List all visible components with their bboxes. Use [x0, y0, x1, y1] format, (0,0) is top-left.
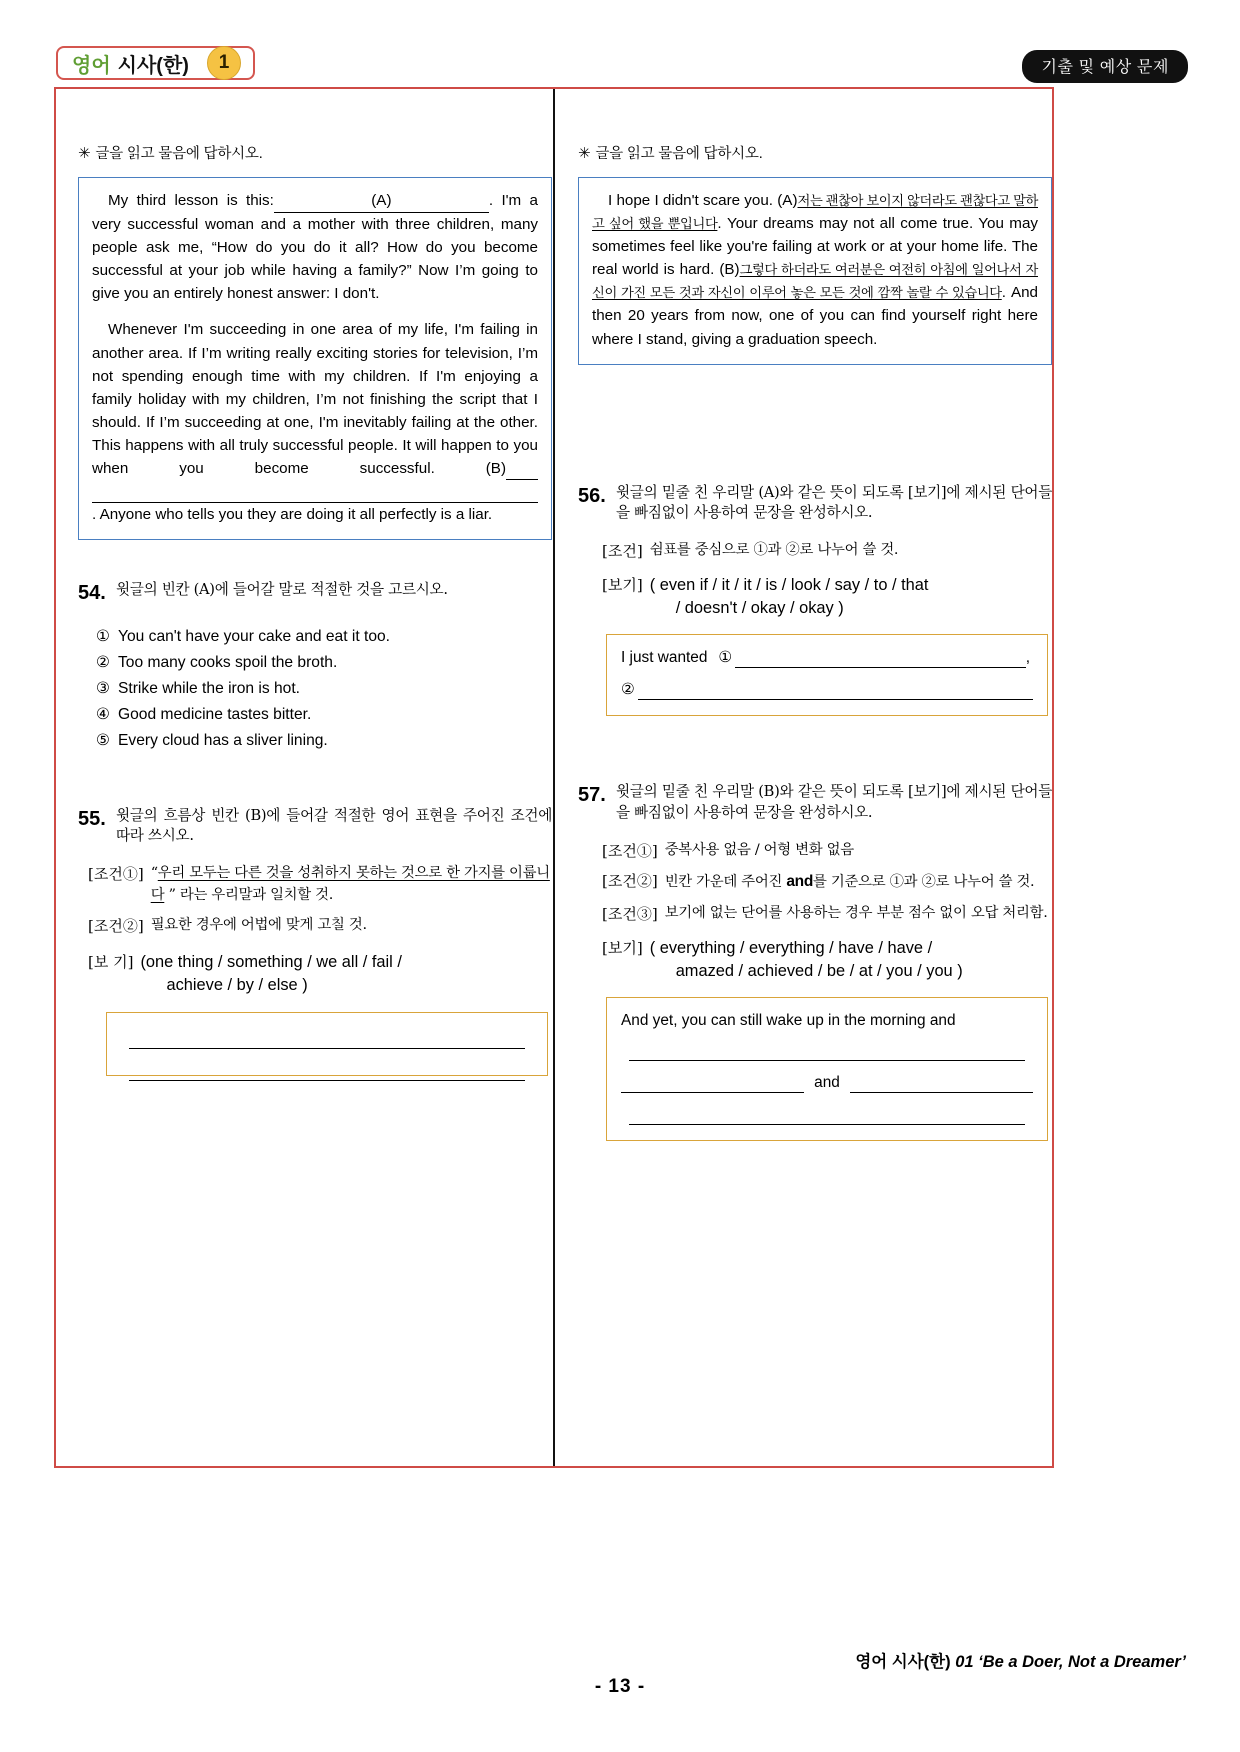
page-header — [0, 0, 1240, 96]
condition-tag-56: [조건] — [602, 542, 643, 561]
bogi-row-55 — [88, 951, 552, 998]
choice-1-text: You can't have your cake and eat it too. — [118, 628, 391, 646]
blank-b-marker: (B) — [485, 460, 506, 478]
asterisk-icon: ✳ — [78, 145, 91, 162]
question-54-number: 54. — [78, 582, 106, 605]
answer-comma-56: , — [1025, 649, 1030, 667]
question-57-prompt: 윗글의 밑줄 친 우리말 (B)와 같은 뜻이 되도록 [보기]에 제시된 단어들을 빠짐없이 사용하여 문장을 완성하시오. — [616, 783, 1052, 822]
left-instruction-text: 글을 읽고 물음에 답하시오. — [95, 146, 263, 162]
condition-row-56 — [602, 540, 1052, 562]
bogi-body-55 — [140, 951, 552, 998]
choice-2-text: Too many cooks spoil the broth. — [118, 654, 338, 672]
answer-fill-57-b[interactable] — [850, 1076, 1033, 1093]
question-55-prompt: 윗글의 흐름상 빈칸 (B)에 들어갈 적절한 영어 표현을 주어진 조건에 따라 쓰시오. — [116, 806, 552, 845]
bogi-57-line2: amazed / achieved / be / at / you / you ) — [675, 961, 963, 980]
question-56-prompt: 윗글의 밑줄 친 우리말 (A)와 같은 뜻이 되도록 [보기]에 제시된 단어들을 빠짐없이 사용하여 문장을 완성하시오. — [616, 483, 1052, 522]
passage-body-2: Whenever I'm succeeding in one area of my life, I'm failing in another area. If I’m writing really exciting stories for television, I’m not spending enough time with my children. If I'm enjoying a family holiday with my children, I’m not finishing the script that I should. If I’m succeeding at one, I'm inevitably failing at the other. This happens with all truly successful people. It will happen to you when you become successful. — [92, 321, 538, 478]
bogi-56-line2: / doesn't / okay / okay ) — [675, 599, 844, 617]
bogi-57-line1: ( everything / everything / have / have / — [649, 938, 933, 957]
right-sentence-1: I hope I didn't scare you. — [608, 192, 774, 209]
choice-5-text: Every cloud has a sliver lining. — [118, 731, 328, 749]
bogi-tag-55: [보 기] — [88, 952, 134, 971]
choice-4-text: Good medicine tastes bitter. — [118, 705, 312, 723]
right-passage-paragraph — [592, 189, 1038, 351]
answer-row-57-mid[interactable] — [621, 1073, 1033, 1093]
condition-1-tag: [조건①] — [88, 865, 144, 884]
cond2-57-english-word: and — [786, 873, 814, 891]
footer-source — [855, 1648, 1186, 1672]
answer-row-56-1[interactable] — [621, 648, 1033, 668]
footer-source-english: 01 ‘Be a Doer, Not a Dreamer’ — [955, 1653, 1186, 1671]
answer-line-55-1[interactable] — [129, 1029, 525, 1049]
question-55 — [78, 806, 552, 1076]
question-54-choices — [78, 624, 552, 753]
condition-1-body-57: 중복사용 없음 / 어형 변화 없음 — [664, 841, 854, 858]
header-category-badge: 기출 및 예상 문제 — [1022, 50, 1188, 83]
bogi-row-56 — [602, 574, 1052, 621]
condition-3-row-57 — [602, 903, 1052, 925]
condition-2-tag-57: [조건②] — [602, 872, 658, 891]
blank-b-line — [92, 485, 538, 503]
question-57-number: 57. — [578, 784, 606, 807]
cond1-underlined-korean: 우리 모두는 다른 것을 성취하지 못하는 것으로 한 가지를 이룹니다 — [150, 865, 550, 903]
choice-5-marker: ⑤ — [96, 731, 110, 749]
answer-fill-56-2[interactable] — [638, 684, 1033, 700]
bogi-body-56 — [650, 574, 1052, 621]
question-56 — [578, 483, 1052, 717]
bogi-55-line2: achieve / by / else ) — [166, 976, 308, 995]
bogi-row-57 — [602, 937, 1052, 984]
page-number: - 13 - — [594, 1676, 646, 1697]
condition-1-row — [88, 863, 552, 906]
right-sentence-3: . And then 20 years from now, one of you can find yourself right here where I stand, giving a graduation speech. — [592, 284, 1038, 348]
question-54-prompt: 윗글의 빈칸 (A)에 들어갈 말로 적절한 것을 고르시오. — [116, 581, 448, 599]
bogi-tag-57: [보기] — [602, 938, 643, 957]
choice-2[interactable] — [96, 650, 552, 676]
cond2-57-post: 를 기준으로 ①과 ②로 나누어 쓸 것. — [813, 874, 1035, 891]
answer-box-55[interactable] — [106, 1012, 548, 1076]
label-a-right: (A) — [777, 192, 798, 209]
left-column — [78, 87, 552, 1076]
right-instruction-text: 글을 읽고 물음에 답하시오. — [595, 146, 763, 162]
condition-1-row-57 — [602, 840, 1052, 862]
condition-1-body — [151, 863, 552, 906]
answer-line-57-2[interactable] — [629, 1105, 1025, 1125]
left-passage-box — [78, 177, 552, 540]
blank-a-marker: (A) — [274, 189, 489, 213]
condition-2-tag: [조건②] — [88, 917, 144, 936]
answer-line-57-1[interactable] — [629, 1041, 1025, 1061]
bogi-tag-56: [보기] — [602, 575, 643, 594]
left-passage-paragraph-2 — [92, 318, 538, 526]
question-56-head — [578, 483, 1052, 524]
condition-1-tag-57: [조건①] — [602, 841, 658, 860]
question-55-number: 55. — [78, 807, 106, 830]
question-55-conditions — [78, 863, 552, 997]
question-56-conditions — [578, 540, 1052, 620]
condition-3-tag-57: [조건③] — [602, 904, 658, 923]
choice-4-marker: ④ — [96, 705, 110, 723]
question-57-head — [578, 782, 1052, 823]
question-55-head — [78, 806, 552, 847]
choice-4[interactable] — [96, 702, 552, 728]
answer-lead-57: And yet, you can still wake up in the morning and — [621, 1012, 956, 1030]
answer-box-56[interactable] — [606, 634, 1048, 716]
choice-3-marker: ③ — [96, 680, 110, 698]
cond2-57-pre: 빈칸 가운데 주어진 — [664, 874, 783, 891]
answer-line-55-2[interactable] — [129, 1061, 525, 1081]
condition-2-row — [88, 915, 552, 937]
condition-3-body-57: 보기에 없는 단어를 사용하는 경우 부분 점수 없이 오답 처리함. — [664, 904, 1048, 921]
right-sentence-2: . Your dreams may not all come true. You may sometimes feel like you're failing at work or at your home life. The real world is hard. — [592, 215, 1038, 279]
answer-lead-56: I just wanted — [621, 649, 708, 667]
passage-lead-sentence: My third lesson is this: — [108, 192, 274, 209]
right-column — [578, 87, 1052, 1141]
answer-fill-56-1[interactable] — [735, 652, 1025, 668]
bogi-55-line1: (one thing / something / we all / fail / — [140, 952, 402, 971]
bogi-56-line1: ( even if / it / it / is / look / say / to / that — [649, 575, 929, 594]
subject-label-en: 영어 — [72, 54, 111, 77]
condition-body-56: 쉼표를 중심으로 ①과 ②로 나누어 쓸 것. — [649, 542, 899, 559]
answer-marker-56-2: ② — [621, 681, 635, 699]
chapter-number-badge: 1 — [207, 46, 241, 80]
right-passage-box — [578, 177, 1052, 365]
left-passage-paragraph-1: My third lesson is this: (A) . I'm a very successful woman and a mother with three children, many people ask me, “How do you do it all? How do you become successful at your job while having a family?” Now I’m going to give you an entirely honest answer: I don't. — [92, 189, 538, 305]
answer-row-56-2[interactable] — [621, 680, 1033, 700]
choice-1[interactable] — [96, 624, 552, 650]
korean-underline-b: 그렇다 하더라도 여러분은 여전히 아침에 일어나서 자신이 가진 모든 것과 자신이 이루어 놓은 모든 것에 깜짝 놀랄 수 있습니다 — [592, 262, 1038, 301]
condition-2-row-57 — [602, 870, 1052, 894]
column-divider — [553, 89, 555, 1466]
question-56-number: 56. — [578, 484, 606, 507]
choice-2-marker: ② — [96, 654, 110, 672]
choice-5[interactable] — [96, 728, 552, 754]
asterisk-icon-right: ✳ — [578, 145, 591, 162]
passage-body-3: . Anyone who tells you they are doing it all perfectly is a liar. — [92, 506, 493, 524]
condition-2-body-57 — [665, 870, 1052, 894]
passage-body-1: I'm a very successful woman and a mother with three children, many people ask me, “How do you do it all? How do you become successful at your job while having a family?” Now I’m going to give you an entirely honest answer: I don't. — [92, 192, 538, 303]
cond1-open-quote: “ — [150, 865, 158, 882]
right-instruction — [578, 87, 1052, 163]
answer-fill-57-a[interactable] — [621, 1076, 804, 1093]
cond1-tail: 라는 우리말과 일치할 것. — [179, 886, 334, 903]
question-57 — [578, 782, 1052, 1141]
bogi-body-57 — [650, 937, 1052, 984]
left-instruction — [78, 87, 552, 163]
answer-and-word-57: and — [814, 1074, 840, 1092]
choice-3-text: Strike while the iron is hot. — [118, 680, 301, 698]
korean-underline-a: 저는 괜찮아 보이지 않더라도 괜찮다고 말하고 싶어 했을 뿐입니다 — [592, 193, 1038, 232]
blank-b-stub — [506, 464, 538, 480]
question-54-head — [78, 580, 552, 607]
question-57-conditions — [578, 840, 1052, 983]
cond1-close-quote: ” — [168, 886, 176, 903]
subject-label-sub: 시사(한) — [117, 54, 189, 77]
footer-source-korean: 영어 시사(한) — [855, 1653, 951, 1671]
label-b-right: (B) — [719, 261, 740, 279]
answer-marker-56-1: ① — [718, 649, 733, 667]
condition-2-body: 필요한 경우에 어법에 맞게 고칠 것. — [150, 917, 367, 934]
choice-1-marker: ① — [96, 628, 110, 646]
question-54 — [78, 580, 552, 753]
choice-3[interactable] — [96, 676, 552, 702]
answer-box-57[interactable] — [606, 997, 1048, 1141]
